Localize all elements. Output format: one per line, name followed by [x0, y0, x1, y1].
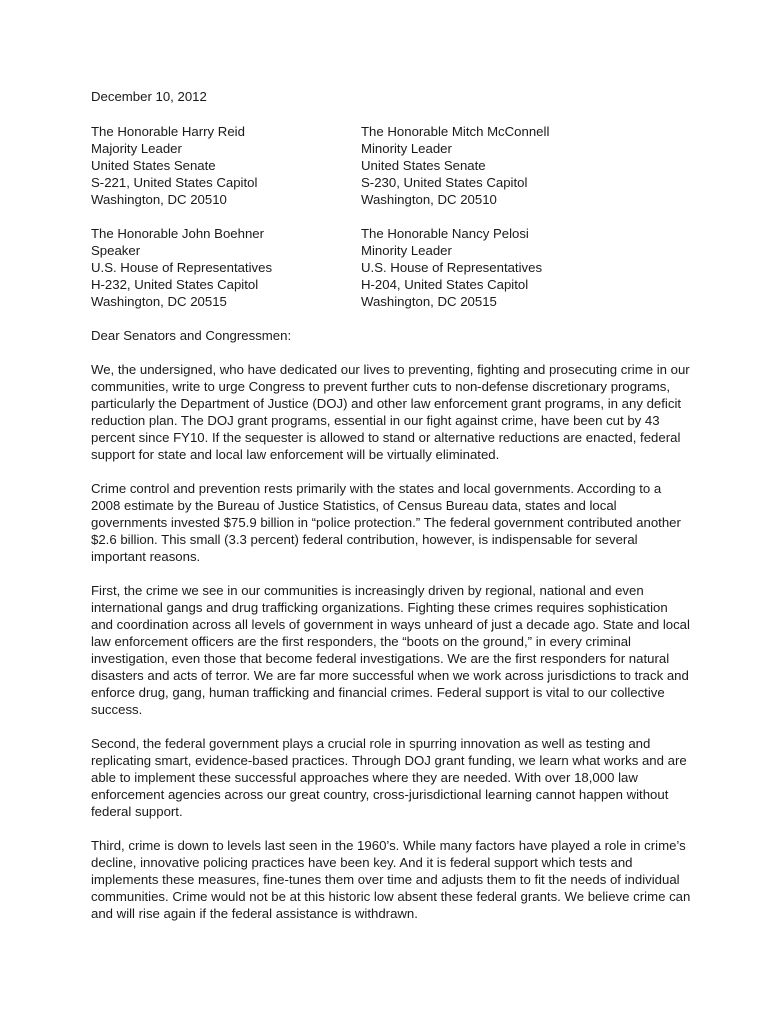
body-paragraph: Second, the federal government plays a crucial role in spurring innovation as well as testing and replicating smart, evidence-based practices. Through DOJ grant funding, we learn what works and are able to implement these successful approaches where they are needed. With over 18,000 law enforcement agencies across our great country, cross-jurisdictional learning cannot happen without federal support. — [91, 736, 687, 819]
address-line: Minority Leader — [361, 243, 452, 258]
body-paragraph: We, the undersigned, who have dedicated our lives to preventing, fighting and prosecuting crime in our communities, write to urge Congress to prevent further cuts to non-defense discretionary programs, particularly the Department of Justice (DOJ) and other law enforcement grant programs, in any deficit reduction plan. The DOJ grant programs, essential in our fight against crime, have been cut by 43 percent since FY10. If the sequester is allowed to stand or alternative reductions are enacted, federal support for state and local law enforcement will be virtually eliminated. — [91, 362, 690, 462]
address-block-reid — [91, 123, 361, 208]
letter-date: December 10, 2012 — [91, 89, 207, 104]
address-line: Washington, DC 20515 — [91, 294, 227, 309]
address-line: The Honorable John Boehner — [91, 226, 265, 241]
address-line: Majority Leader — [91, 141, 182, 156]
address-line: U.S. House of Representatives — [361, 260, 543, 275]
address-block-mcconnell — [361, 123, 631, 208]
address-line: The Honorable Harry Reid — [91, 124, 245, 139]
salutation: Dear Senators and Congressmen: — [91, 328, 292, 343]
body-paragraph: Crime control and prevention rests primarily with the states and local governments. According to a 2008 estimate by the Bureau of Justice Statistics, of Census Bureau data, states and local governments invested $75.9 billion in “police protection.” The federal government contributed another $2.6 billion. This small (3.3 percent) federal contribution, however, is indispensable for several important reasons. — [91, 481, 681, 564]
address-line: S-230, United States Capitol — [361, 175, 528, 190]
address-block-boehner — [91, 225, 361, 310]
address-block-pelosi — [361, 225, 631, 310]
address-line: United States Senate — [91, 158, 216, 173]
address-row-senate — [91, 123, 691, 208]
address-line: The Honorable Nancy Pelosi — [361, 226, 529, 241]
letter-page — [91, 88, 691, 939]
address-line: United States Senate — [361, 158, 486, 173]
address-line: Minority Leader — [361, 141, 452, 156]
address-line: H-232, United States Capitol — [91, 277, 259, 292]
body-paragraph: First, the crime we see in our communities is increasingly driven by regional, national and even international gangs and drug trafficking organizations. Fighting these crimes requires sophistication and coordination across all levels of government in ways unheard of just a decade ago. State and local law enforcement officers are the first responders, the “boots on the ground,” in every criminal investigation, even those that become federal investigations. We are the first responders for natural disasters and acts of terror. We are far more successful when we work across jurisdictions to track and enforce drug, gang, human trafficking and financial crimes. Federal support is vital to our collective success. — [91, 583, 690, 717]
address-line: H-204, United States Capitol — [361, 277, 529, 292]
address-line: Washington, DC 20510 — [91, 192, 227, 207]
address-line: Washington, DC 20510 — [361, 192, 497, 207]
address-line: Speaker — [91, 243, 141, 258]
address-line: Washington, DC 20515 — [361, 294, 497, 309]
address-row-house — [91, 225, 691, 310]
address-line: U.S. House of Representatives — [91, 260, 273, 275]
address-line: The Honorable Mitch McConnell — [361, 124, 550, 139]
address-line: S-221, United States Capitol — [91, 175, 258, 190]
body-paragraph: Third, crime is down to levels last seen in the 1960’s. While many factors have played a role in crime’s decline, innovative policing practices have been key. And it is federal support which tests and implements these measures, fine-tunes them over time and adjusts them to fit the needs of individual communities. Crime would not be at this historic low absent these federal grants. We believe crime can and will rise again if the federal assistance is withdrawn. — [91, 838, 691, 921]
